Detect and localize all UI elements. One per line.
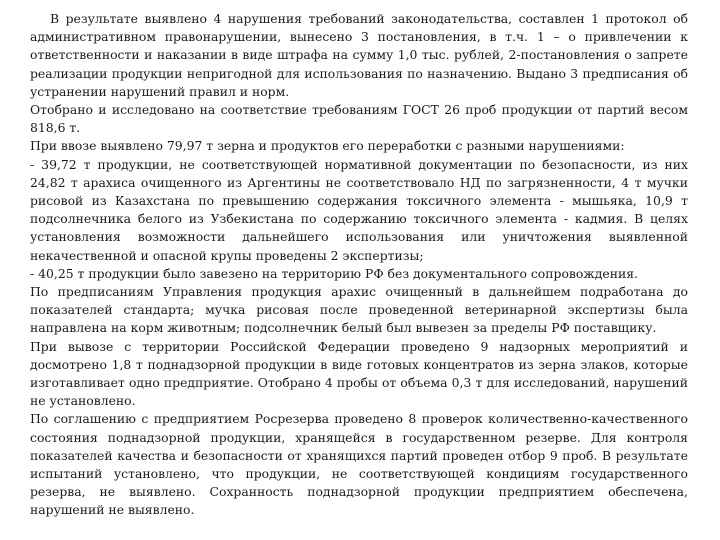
paragraph-export-inspections: При вывозе с территории Российской Федерации проведено 9 надзорных мероприятий и досмотрено 1,8 т поднадзорной продукции в виде готовых концентратов из зерна злаков, которые изготавливает одно предприятие. Отобрано 4 пробы от объема 0,3 т для исследований, нарушений не установлено. xyxy=(30,338,688,409)
paragraph-undocumented-import: - 40,25 т продукции было завезено на территорию РФ без документального сопровождения. xyxy=(30,265,638,281)
paragraph-nonconforming-products: - 39,72 т продукции, не соответствующей нормативной документации по безопасности, из них 24,82 т арахиса очищенного из Аргентины не соответствовало НД по загрязненности, 4 т мучки рисовой из Казахстана по превышению содержания токсичного элемента - мышьяка, 10,9 т подсолнечника белого из Узбекистана по содержанию токсичного элемента - кадмия. В целях установления возможности дальнейшего использования или уничтожения выявленной некачественной и опасной крупы проведены 2 экспертизы; xyxy=(30,156,688,263)
paragraph-directives-outcome: По предписаниям Управления продукция арахис очищенный в дальнейшем подработана до показателей стандарта; мучка рисовая после проведенной ветеринарной экспертизы была направлена на корм животным; подсолнечник белый был вывезен за пределы РФ поставщику. xyxy=(30,284,688,336)
document-body xyxy=(30,10,688,520)
paragraph-rosrezerv-inspections: По соглашению с предприятием Росрезерва проведено 8 проверок количественно-качественного состояния поднадзорной продукции, хранящейся в государственном резерве. Для контроля показателей качества и безопасности от хранящихся партий проведен отбор 9 проб. В результате испытаний установлено, что продукции, не соответствующей кондициям государственного резерва, не выявлено. Сохранность поднадзорной продукции предприятием обеспечена, нарушений не выявлено. xyxy=(30,411,688,518)
paragraph-gost-samples: Отобрано и исследовано на соответствие требованиям ГОСТ 26 проб продукции от партий весом 818,6 т. xyxy=(30,102,688,136)
paragraph-violations-summary: В результате выявлено 4 нарушения требований законодательства, составлен 1 протокол об административном правонарушении, вынесено 3 постановления, в т.ч. 1 – о привлечении к ответственности и наказании в виде штрафа на сумму 1,0 тыс. рублей, 2-постановления о запрете реализации продукции непригодной для использования по назначению. Выдано 3 предписания об устранении нарушений правил и норм. xyxy=(30,11,688,99)
paragraph-import-violations: При ввозе выявлено 79,97 т зерна и продуктов его переработки с разными нарушениями: xyxy=(30,138,625,154)
